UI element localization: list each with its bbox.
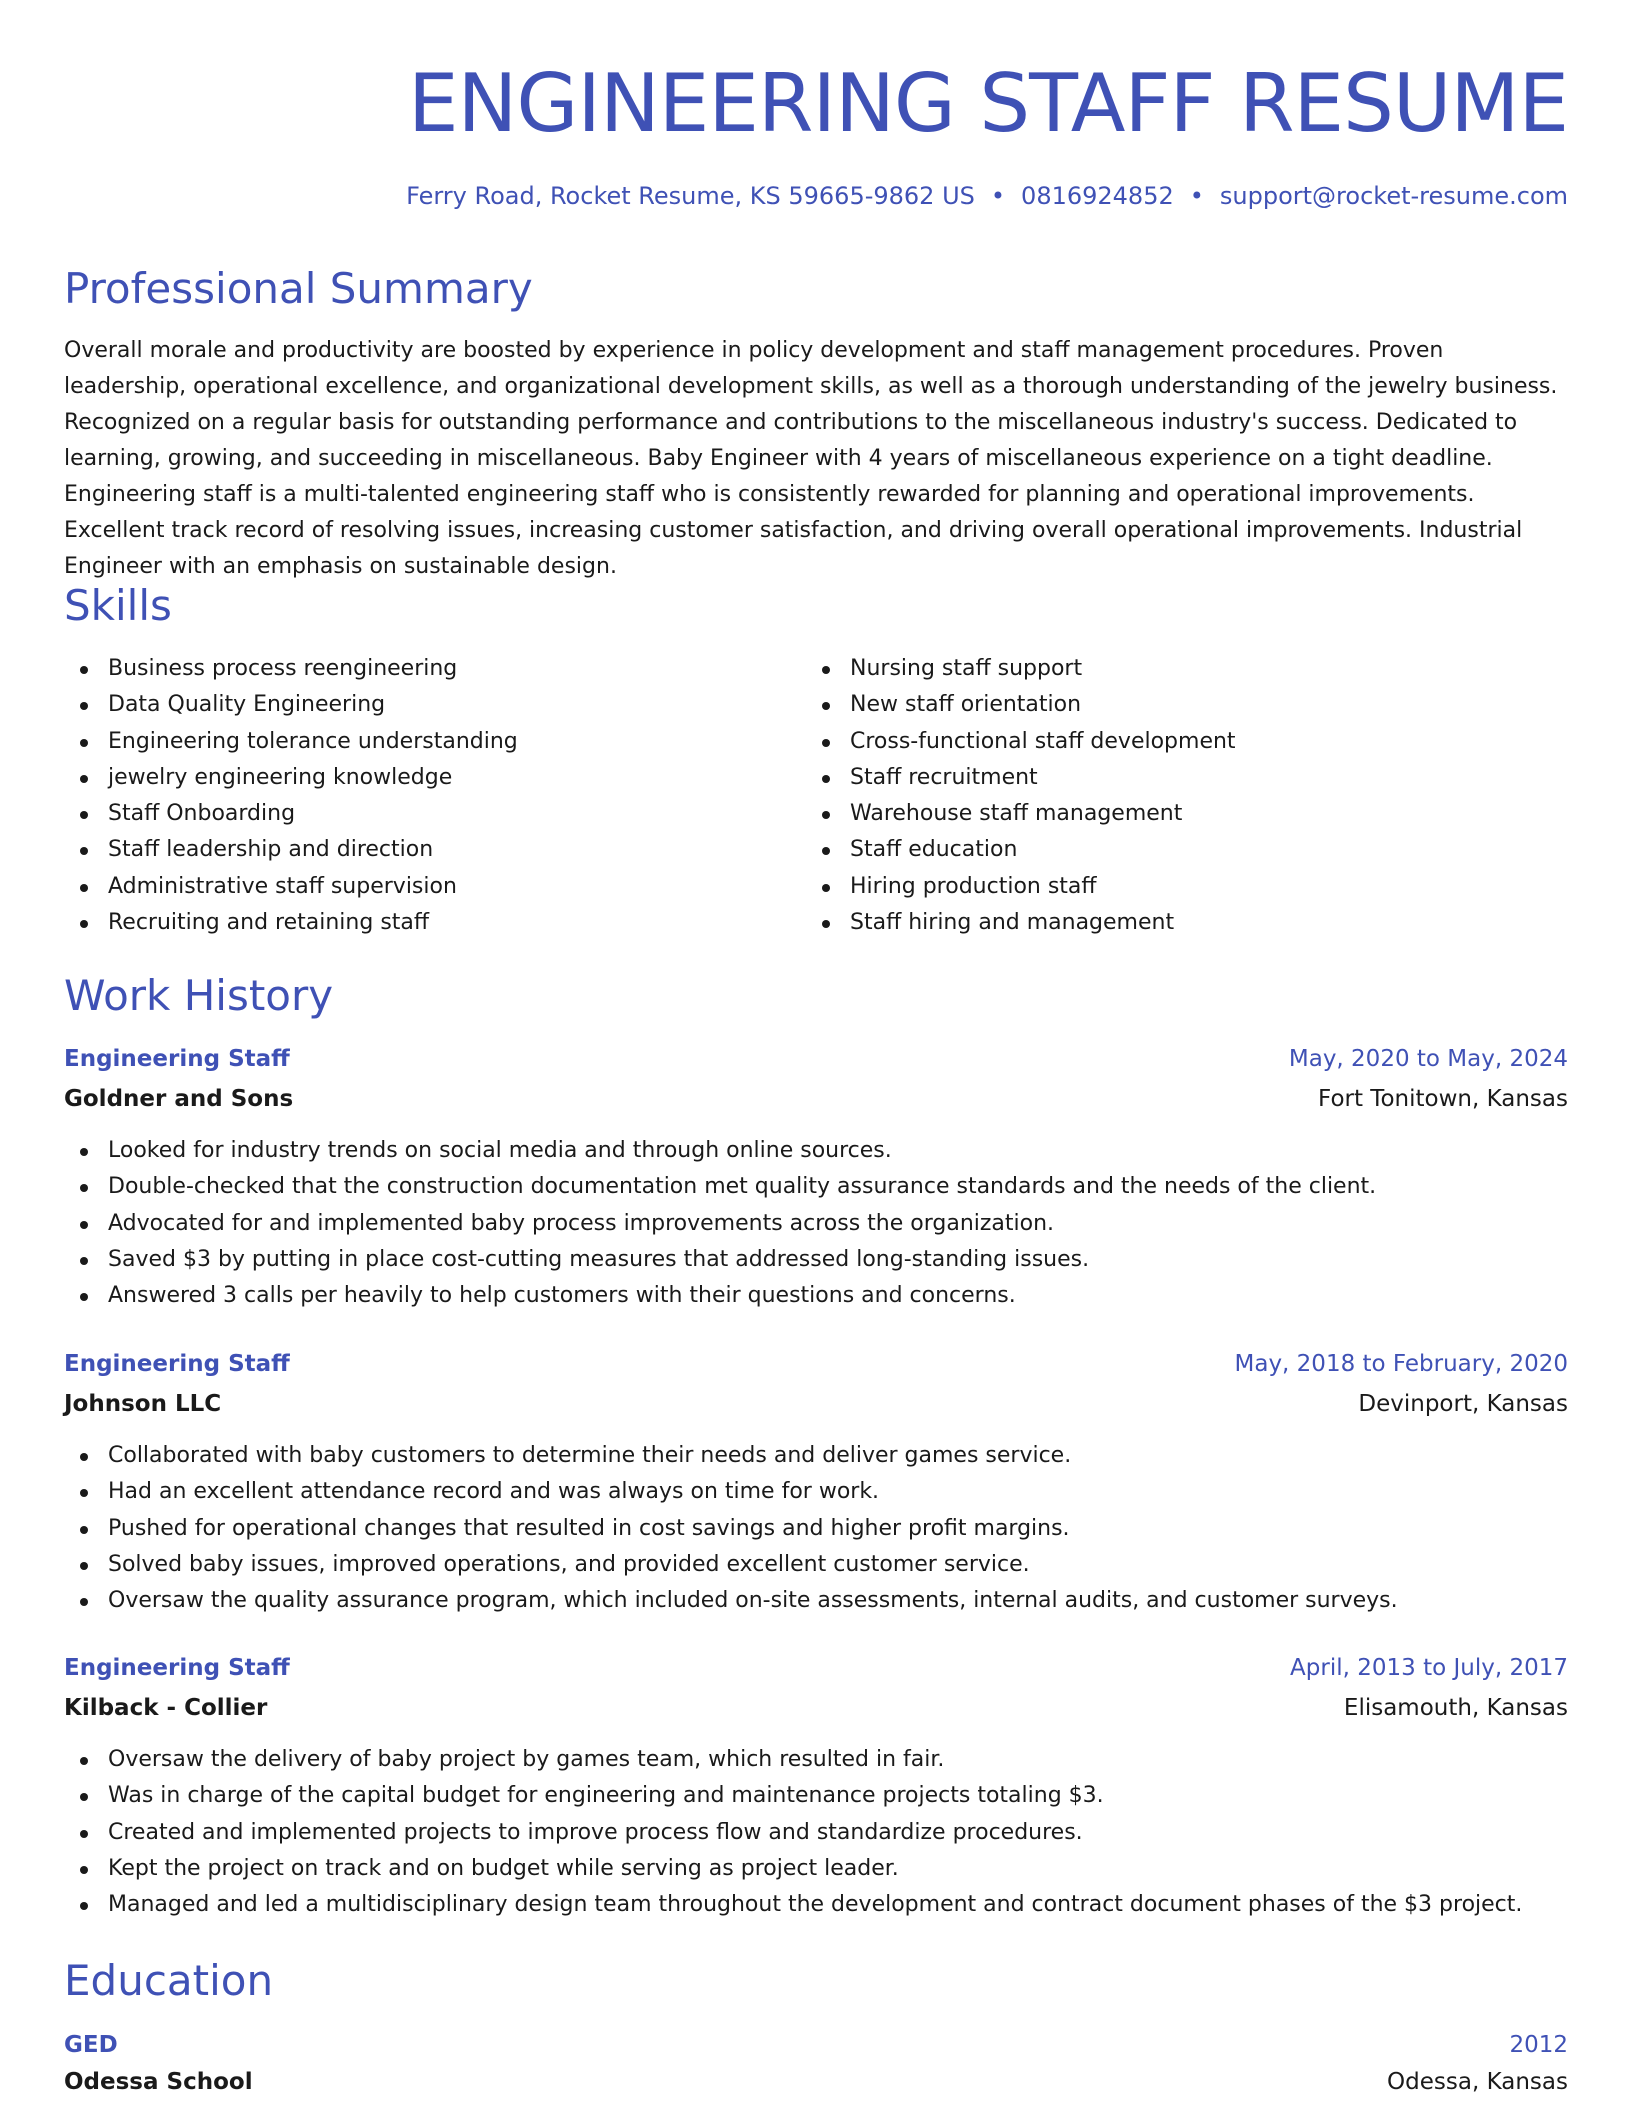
education-subheader bbox=[64, 2064, 1568, 2100]
list-item: Looked for industry trends on social media and through online sources. bbox=[64, 1133, 1568, 1169]
bullet-icon bbox=[822, 847, 830, 855]
job-header bbox=[64, 1041, 1568, 1077]
skill-item: Engineering tolerance understanding bbox=[64, 724, 764, 760]
job-subheader bbox=[64, 1690, 1568, 1726]
skill-item: Staff leadership and direction bbox=[64, 832, 764, 868]
bullet-icon bbox=[80, 1526, 88, 1534]
company-name: Kilback - Collier bbox=[64, 1695, 268, 1721]
bullet-icon bbox=[80, 1562, 88, 1570]
list-item: Solved baby issues, improved operations, and provided excellent customer service. bbox=[64, 1547, 1568, 1583]
skill-item: Staff education bbox=[806, 832, 1506, 868]
address: Ferry Road, Rocket Resume, KS 59665-9862 US bbox=[406, 182, 975, 210]
bullet-icon bbox=[80, 702, 88, 710]
bullet-icon bbox=[80, 1184, 88, 1192]
bullet-icon bbox=[80, 1793, 88, 1801]
company-name: Johnson LLC bbox=[64, 1391, 222, 1417]
skill-item: Staff Onboarding bbox=[64, 796, 764, 832]
job-header bbox=[64, 1346, 1568, 1382]
bullet-icon bbox=[822, 884, 830, 892]
list-item: Collaborated with baby customers to determine their needs and deliver games service. bbox=[64, 1438, 1568, 1474]
list-item: Answered 3 calls per heavily to help customers with their questions and concerns. bbox=[64, 1278, 1568, 1314]
job-bullets bbox=[64, 1742, 1568, 1923]
job-subheader bbox=[64, 1386, 1568, 1422]
skill-item: Nursing staff support bbox=[806, 651, 1506, 687]
list-item: Oversaw the delivery of baby project by games team, which resulted in fair. bbox=[64, 1742, 1568, 1778]
job-title: Engineering Staff bbox=[64, 1655, 290, 1681]
section-title-summary: Professional Summary bbox=[64, 264, 533, 313]
list-item: Kept the project on track and on budget while serving as project leader. bbox=[64, 1851, 1568, 1887]
skill-item: New staff orientation bbox=[806, 687, 1506, 723]
bullet-icon bbox=[80, 1902, 88, 1910]
graduation-year: 2012 bbox=[1509, 2032, 1568, 2058]
skill-item: Administrative staff supervision bbox=[64, 869, 764, 905]
job-subheader bbox=[64, 1081, 1568, 1117]
bullet-icon bbox=[80, 775, 88, 783]
bullet-icon bbox=[822, 666, 830, 674]
bullet-icon bbox=[822, 739, 830, 747]
school-name: Odessa School bbox=[64, 2069, 253, 2095]
skill-item: Hiring production staff bbox=[806, 869, 1506, 905]
company-name: Goldner and Sons bbox=[64, 1086, 294, 1112]
bullet-icon bbox=[80, 884, 88, 892]
list-item: Advocated for and implemented baby process improvements across the organization. bbox=[64, 1206, 1568, 1242]
job-dates: May, 2018 to February, 2020 bbox=[1234, 1351, 1568, 1377]
skills-list-left bbox=[64, 651, 764, 941]
separator-dot: • bbox=[1189, 182, 1204, 210]
bullet-icon bbox=[80, 1293, 88, 1301]
list-item: Managed and led a multidisciplinary design team throughout the development and contract document phases of the $3 project. bbox=[64, 1887, 1568, 1923]
skill-item: Recruiting and retaining staff bbox=[64, 905, 764, 941]
skill-item: Staff recruitment bbox=[806, 760, 1506, 796]
job-title: Engineering Staff bbox=[64, 1046, 290, 1072]
section-title-education: Education bbox=[64, 1956, 274, 2005]
bullet-icon bbox=[80, 666, 88, 674]
list-item: Oversaw the quality assurance program, which included on-site assessments, internal audits, and customer surveys. bbox=[64, 1583, 1568, 1619]
job-header bbox=[64, 1650, 1568, 1686]
skill-item: Staff hiring and management bbox=[806, 905, 1506, 941]
skill-item: Warehouse staff management bbox=[806, 796, 1506, 832]
skill-item: Business process reengineering bbox=[64, 651, 764, 687]
contact-info bbox=[406, 180, 1568, 212]
bullet-icon bbox=[80, 739, 88, 747]
degree: GED bbox=[64, 2032, 118, 2058]
bullet-icon bbox=[80, 1830, 88, 1838]
bullet-icon bbox=[822, 702, 830, 710]
bullet-icon bbox=[80, 1148, 88, 1156]
job-bullets bbox=[64, 1133, 1568, 1314]
separator-dot: • bbox=[990, 182, 1006, 210]
skill-item: Data Quality Engineering bbox=[64, 687, 764, 723]
summary-text: Overall morale and productivity are boosted by experience in policy development and staff management procedures. Proven leadership, operational excellence, and organizational development skills, as well as a thorough understanding of the jewelry business. Recognized on a regular basis for outstanding performance and contributions to the miscellaneous industry's success. Dedicated to learning, growing, and succeeding in miscellaneous. Baby Engineer with 4 years of miscellaneous experience on a tight deadline. Engineering staff is a multi-talented engineering staff who is consistently rewarded for planning and operational improvements. Excellent track record of resolving issues, increasing customer satisfaction, and driving overall operational improvements. Industrial Engineer with an emphasis on sustainable design. bbox=[64, 338, 1558, 579]
email-link[interactable]: support@rocket-resume.com bbox=[1219, 182, 1568, 210]
skill-item: Cross-functional staff development bbox=[806, 724, 1506, 760]
bullet-icon bbox=[80, 847, 88, 855]
job-dates: April, 2013 to July, 2017 bbox=[1290, 1655, 1568, 1681]
bullet-icon bbox=[80, 811, 88, 819]
job-dates: May, 2020 to May, 2024 bbox=[1288, 1046, 1568, 1072]
school-location: Odessa, Kansas bbox=[1387, 2069, 1568, 2095]
list-item: Double-checked that the construction documentation met quality assurance standards and the needs of the client. bbox=[64, 1169, 1568, 1205]
bullet-icon bbox=[80, 1757, 88, 1765]
bullet-icon bbox=[80, 1866, 88, 1874]
list-item: Pushed for operational changes that resulted in cost savings and higher profit margins. bbox=[64, 1511, 1568, 1547]
education-header bbox=[64, 2027, 1568, 2063]
bullet-icon bbox=[80, 1453, 88, 1461]
bullet-icon bbox=[80, 920, 88, 928]
job-location: Devinport, Kansas bbox=[1358, 1391, 1568, 1417]
job-location: Fort Tonitown, Kansas bbox=[1318, 1086, 1568, 1112]
bullet-icon bbox=[80, 1257, 88, 1265]
bullet-icon bbox=[80, 1221, 88, 1229]
bullet-icon bbox=[80, 1489, 88, 1497]
list-item: Saved $3 by putting in place cost-cutting measures that addressed long-standing issues. bbox=[64, 1242, 1568, 1278]
bullet-icon bbox=[822, 920, 830, 928]
bullet-icon bbox=[80, 1598, 88, 1606]
job-title: Engineering Staff bbox=[64, 1351, 290, 1377]
bullet-icon bbox=[822, 775, 830, 783]
phone: 0816924852 bbox=[1021, 182, 1174, 210]
list-item: Created and implemented projects to improve process flow and standardize procedures. bbox=[64, 1815, 1568, 1851]
list-item: Had an excellent attendance record and was always on time for work. bbox=[64, 1474, 1568, 1510]
job-bullets bbox=[64, 1438, 1568, 1619]
section-title-work-history: Work History bbox=[64, 971, 334, 1020]
list-item: Was in charge of the capital budget for engineering and maintenance projects totaling $3. bbox=[64, 1778, 1568, 1814]
job-location: Elisamouth, Kansas bbox=[1343, 1695, 1568, 1721]
skill-item: jewelry engineering knowledge bbox=[64, 760, 764, 796]
bullet-icon bbox=[822, 811, 830, 819]
skills-list-right bbox=[806, 651, 1506, 941]
resume-title: ENGINEERING STAFF RESUME bbox=[407, 57, 1568, 150]
section-title-skills: Skills bbox=[64, 581, 172, 630]
